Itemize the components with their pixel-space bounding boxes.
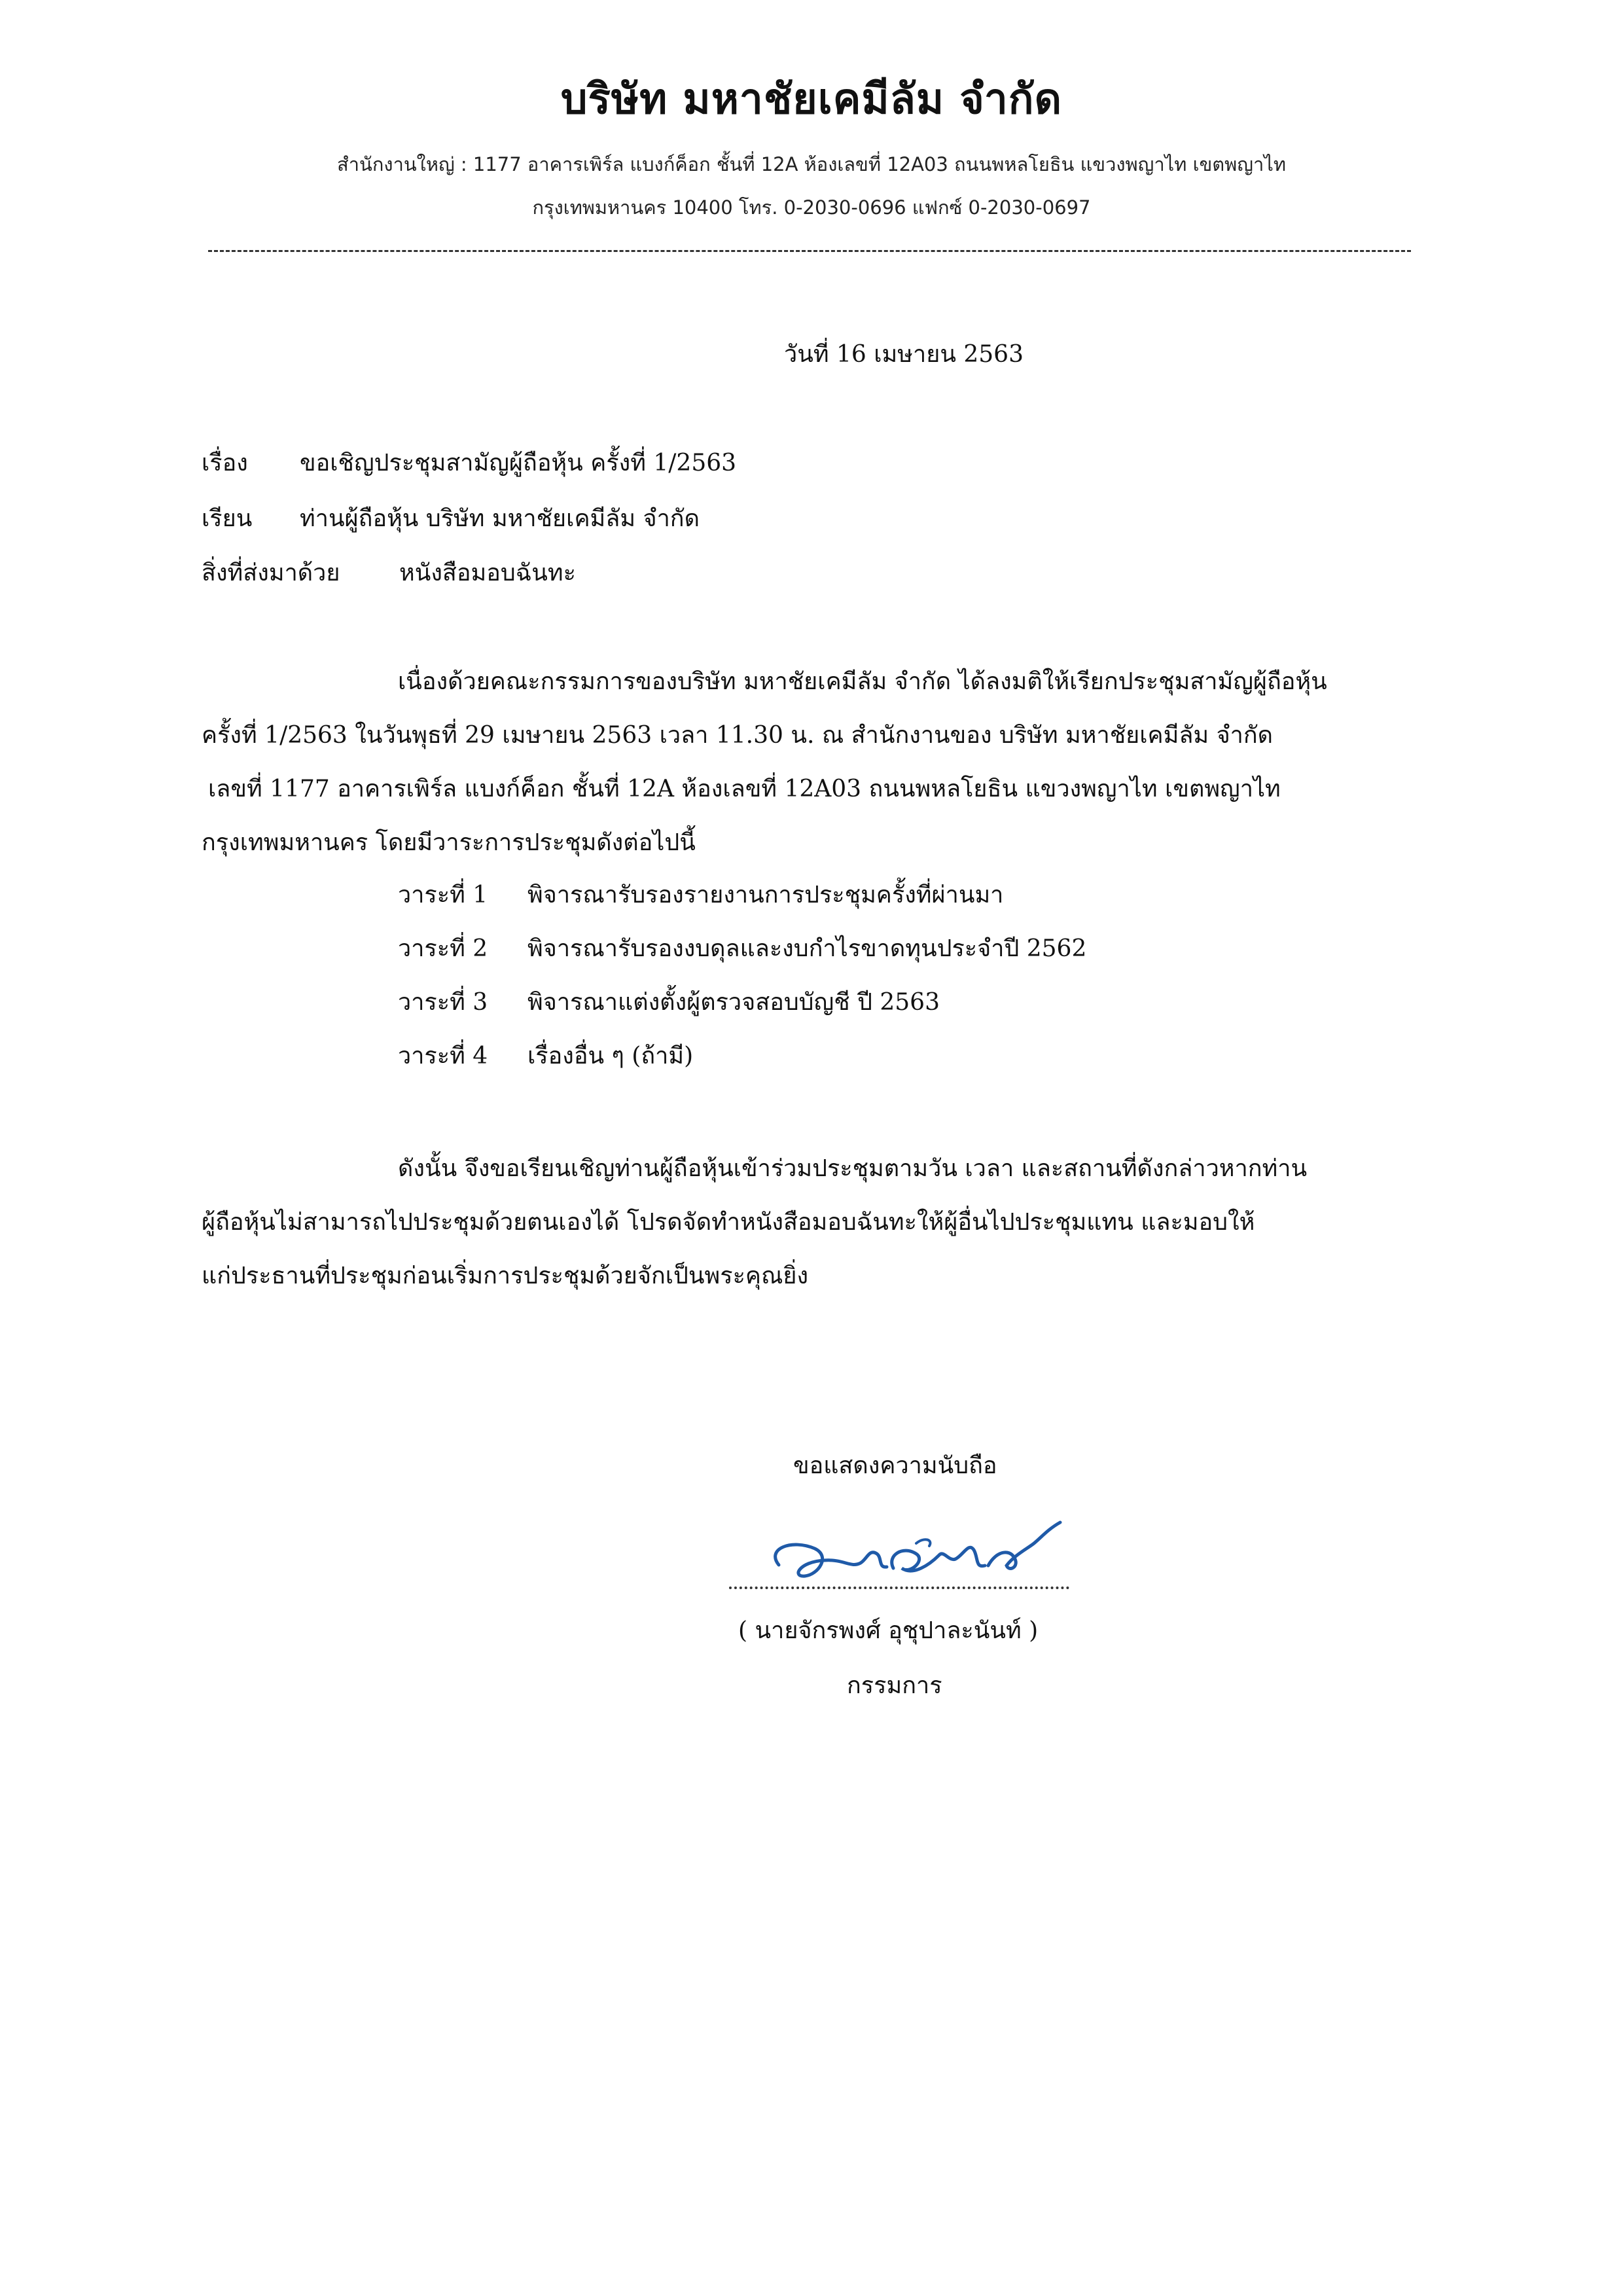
paragraph1-line4: กรุงเทพมหานคร โดยมีวาระการประชุมดังต่อไปนี้: [202, 829, 696, 856]
header-divider: [208, 250, 1411, 252]
paragraph1-line2: ครั้งที่ 1/2563 ในวันพุธที่ 29 เมษายน 2563 เวลา 11.30 น. ณ สำนักงานของ บริษัท มหาชัยเคมีลัม จำกัด: [202, 722, 1274, 749]
paragraph2-line3: แก่ประธานที่ประชุมก่อนเริ่มการประชุมด้วยจักเป็นพระคุณยิ่ง: [202, 1263, 809, 1289]
subject-label: เรื่อง: [202, 450, 248, 476]
agenda-item-2-text: พิจารณารับรองงบดุลและงบกำไรขาดทุนประจำปี 2562: [527, 935, 1087, 962]
closing-phrase: ขอแสดงความนับถือ: [793, 1452, 997, 1479]
agenda-item-4-text: เรื่องอื่น ๆ (ถ้ามี): [527, 1043, 694, 1069]
signer-position: กรรมการ: [847, 1672, 942, 1699]
signature-line: [729, 1587, 1069, 1589]
agenda-item-1-text: พิจารณารับรองรายงานการประชุมครั้งที่ผ่านมา: [527, 882, 1004, 908]
letter-date: วันที่ 16 เมษายน 2563: [784, 341, 1024, 368]
paragraph1-line3: เลขที่ 1177 อาคารเพิร์ล แบงก์ค็อก ชั้นที่ 12A ห้องเลขที่ 12A03 ถนนพหลโยธิน แขวงพญาไท เขตพญาไท: [208, 776, 1281, 802]
agenda-item-1-label: วาระที่ 1: [398, 882, 488, 908]
company-address-line1: สำนักงานใหญ่ : 1177 อาคารเพิร์ล แบงก์ค็อก ชั้นที่ 12A ห้องเลขที่ 12A03 ถนนพหลโยธิน แขวงพญาไท เขตพญาไท: [337, 153, 1286, 175]
agenda-item-4-label: วาระที่ 4: [398, 1043, 488, 1069]
company-address-line2: กรุงเทพมหานคร 10400 โทร. 0-2030-0696 แฟกซ์ 0-2030-0697: [532, 196, 1091, 219]
company-name: บริษัท มหาชัยเคมีลัม จำกัด: [560, 75, 1063, 124]
agenda-item-3-text: พิจารณาแต่งตั้งผู้ตรวจสอบบัญชี ปี 2563: [527, 989, 940, 1016]
paragraph2-line2: ผู้ถือหุ้นไม่สามารถไปประชุมด้วยตนเองได้ โปรดจัดทำหนังสือมอบฉันทะให้ผู้อื่นไปประชุมแทน และมอบให้: [202, 1209, 1255, 1236]
enclosure-value: หนังสือมอบฉันทะ: [399, 560, 576, 586]
agenda-item-2-label: วาระที่ 2: [398, 935, 488, 962]
paragraph2-line1: ดังนั้น จึงขอเรียนเชิญท่านผู้ถือหุ้นเข้าร่วมประชุมตามวัน เวลา และสถานที่ดังกล่าวหากท่าน: [398, 1155, 1308, 1182]
recipient-value: ท่านผู้ถือหุ้น บริษัท มหาชัยเคมีลัม จำกัด: [300, 505, 700, 532]
signer-name: ( นายจักรพงศ์ อุชุปาละนันท์ ): [738, 1617, 1039, 1644]
subject-value: ขอเชิญประชุมสามัญผู้ถือหุ้น ครั้งที่ 1/2563: [300, 450, 737, 476]
agenda-item-3-label: วาระที่ 3: [398, 989, 488, 1016]
paragraph1-line1: เนื่องด้วยคณะกรรมการของบริษัท มหาชัยเคมีลัม จำกัด ได้ลงมติให้เรียกประชุมสามัญผู้ถือหุ้น: [398, 668, 1327, 695]
recipient-label: เรียน: [202, 505, 253, 532]
enclosure-label: สิ่งที่ส่งมาด้วย: [202, 560, 340, 586]
